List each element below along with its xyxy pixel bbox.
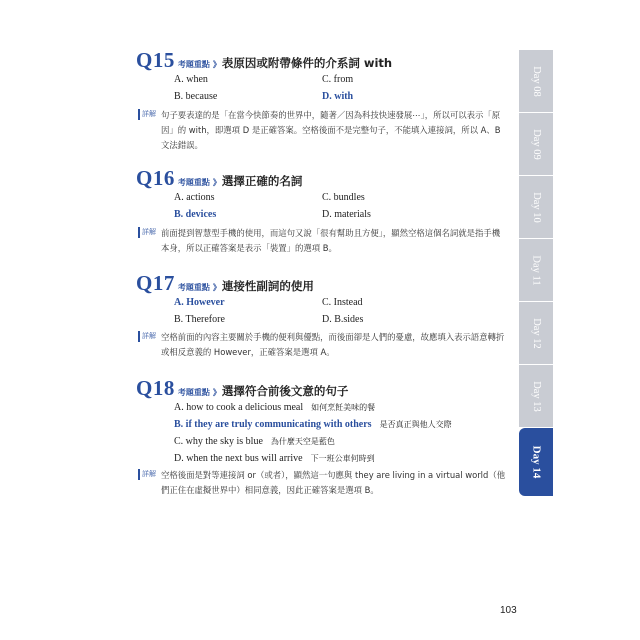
explanation-text: 句子要表達的是「在當今快節奏的世界中，隨著／因為科技快速發展⋯」，所以可以表示「原因」的 with，即選項 D 是正確答案。空格後面不是完整句子，不能填入連接詞，所以 A、B 文法錯誤。 [161, 110, 501, 150]
question-number: Q16 [136, 166, 175, 190]
explanation-label: 詳解 [138, 469, 156, 480]
option-translation: 是否真正與他人交際 [379, 420, 452, 429]
options [174, 295, 506, 329]
question-topic: 選擇符合前後文意的句子 [221, 384, 349, 398]
question-topic: 連接性副詞的使用 [221, 279, 314, 293]
tab-day-13[interactable]: Day 13 [519, 365, 553, 427]
tab-day-10[interactable]: Day 10 [519, 176, 553, 238]
option-a: A. when [174, 74, 208, 85]
explanation-q17 [138, 330, 508, 360]
explanation-q15 [138, 108, 508, 153]
option-c: C. why the sky is blue 為什麼天空是藍色 [174, 436, 335, 447]
question-tag: 考題重點 [177, 388, 210, 397]
question-q17: Q17 考題重點 》 連接性副詞的使用 A. However C. Instead B. Therefore D. B.sides [136, 271, 506, 329]
options [174, 190, 506, 224]
question-topic: 表原因或附帶條件的介系詞 with [221, 56, 393, 70]
option-translation: 為什麼天空是藍色 [270, 437, 335, 446]
question-number: Q17 [136, 271, 175, 295]
question-number: Q15 [136, 48, 175, 72]
tab-day-09[interactable]: Day 09 [519, 113, 553, 175]
page-number: 103 [500, 605, 517, 616]
question-tag: 考題重點 [177, 178, 210, 187]
question-topic: 選擇正確的名詞 [221, 174, 303, 188]
option-d: D. when the next bus will arrive 下一班公車何時到 [174, 453, 375, 464]
option-b-answer: B. devices [174, 209, 217, 220]
tab-day-14-active[interactable]: Day 14 [519, 428, 553, 496]
option-b: B. Therefore [174, 314, 225, 325]
option-a-answer: A. However [174, 297, 225, 308]
explanation-text: 空格後面是對等連接詞 or（或者），顯然這一句應與 they are living in a virtual world（他們正住在虛擬世界中）相同意義，因此正確答案是選項 B。 [161, 470, 506, 495]
option-a: A. how to cook a delicious meal 如何烹飪美味的餐 [174, 402, 376, 413]
explanation-q18 [138, 468, 508, 498]
option-b: B. because [174, 91, 218, 102]
tab-day-11[interactable]: Day 11 [519, 239, 553, 301]
option-translation: 如何烹飪美味的餐 [311, 403, 376, 412]
explanation-label: 詳解 [138, 331, 156, 342]
question-tag: 考題重點 [177, 283, 210, 292]
option-b-answer: B. if they are truly communicating with others 是否真正與他人交際 [174, 419, 452, 430]
option-a: A. actions [174, 192, 215, 203]
explanation-text: 前面提到智慧型手機的使用，而這句又說「很有幫助且方便」，顯然空格這個名詞就是指手機本身，所以正確答案是表示「裝置」的選項 B。 [161, 228, 501, 253]
explanation-label: 詳解 [138, 227, 156, 238]
option-c: C. from [322, 74, 354, 85]
question-number: Q18 [136, 376, 175, 400]
option-d: D. B.sides [322, 314, 364, 325]
option-d-answer: D. with [322, 91, 354, 102]
question-q15: Q15 考題重點 》 表原因或附帶條件的介系詞 with A. when C. from B. because D. with [136, 48, 506, 106]
question-q16: Q16 考題重點 》 選擇正確的名詞 A. actions C. bundles B. devices D. materials [136, 166, 506, 224]
explanation-label: 詳解 [138, 109, 156, 120]
tab-day-08[interactable]: Day 08 [519, 50, 553, 112]
tab-day-12[interactable]: Day 12 [519, 302, 553, 364]
option-c: C. Instead [322, 297, 363, 308]
options [174, 400, 506, 468]
option-c: C. bundles [322, 192, 365, 203]
option-d: D. materials [322, 209, 371, 220]
question-tag: 考題重點 [177, 60, 210, 69]
option-translation: 下一班公車何時到 [310, 454, 375, 463]
explanation-q16 [138, 226, 508, 256]
question-q18: Q18 考題重點 》 選擇符合前後文意的句子 A. how to cook a delicious meal 如何烹飪美味的餐 B. if they are truly communicating with others 是否真正與他人交際 C. why the sky is blue 為什麼天空是藍色 D. when the next bus will arrive 下一班公車何時到 [136, 376, 506, 468]
options [174, 72, 506, 106]
explanation-text: 空格前面的內容主要關於手機的便利與優點，而後面卻是人們的憂慮，故應填入表示語意轉折或相反意義的 However，正確答案是選項 A。 [161, 332, 505, 357]
